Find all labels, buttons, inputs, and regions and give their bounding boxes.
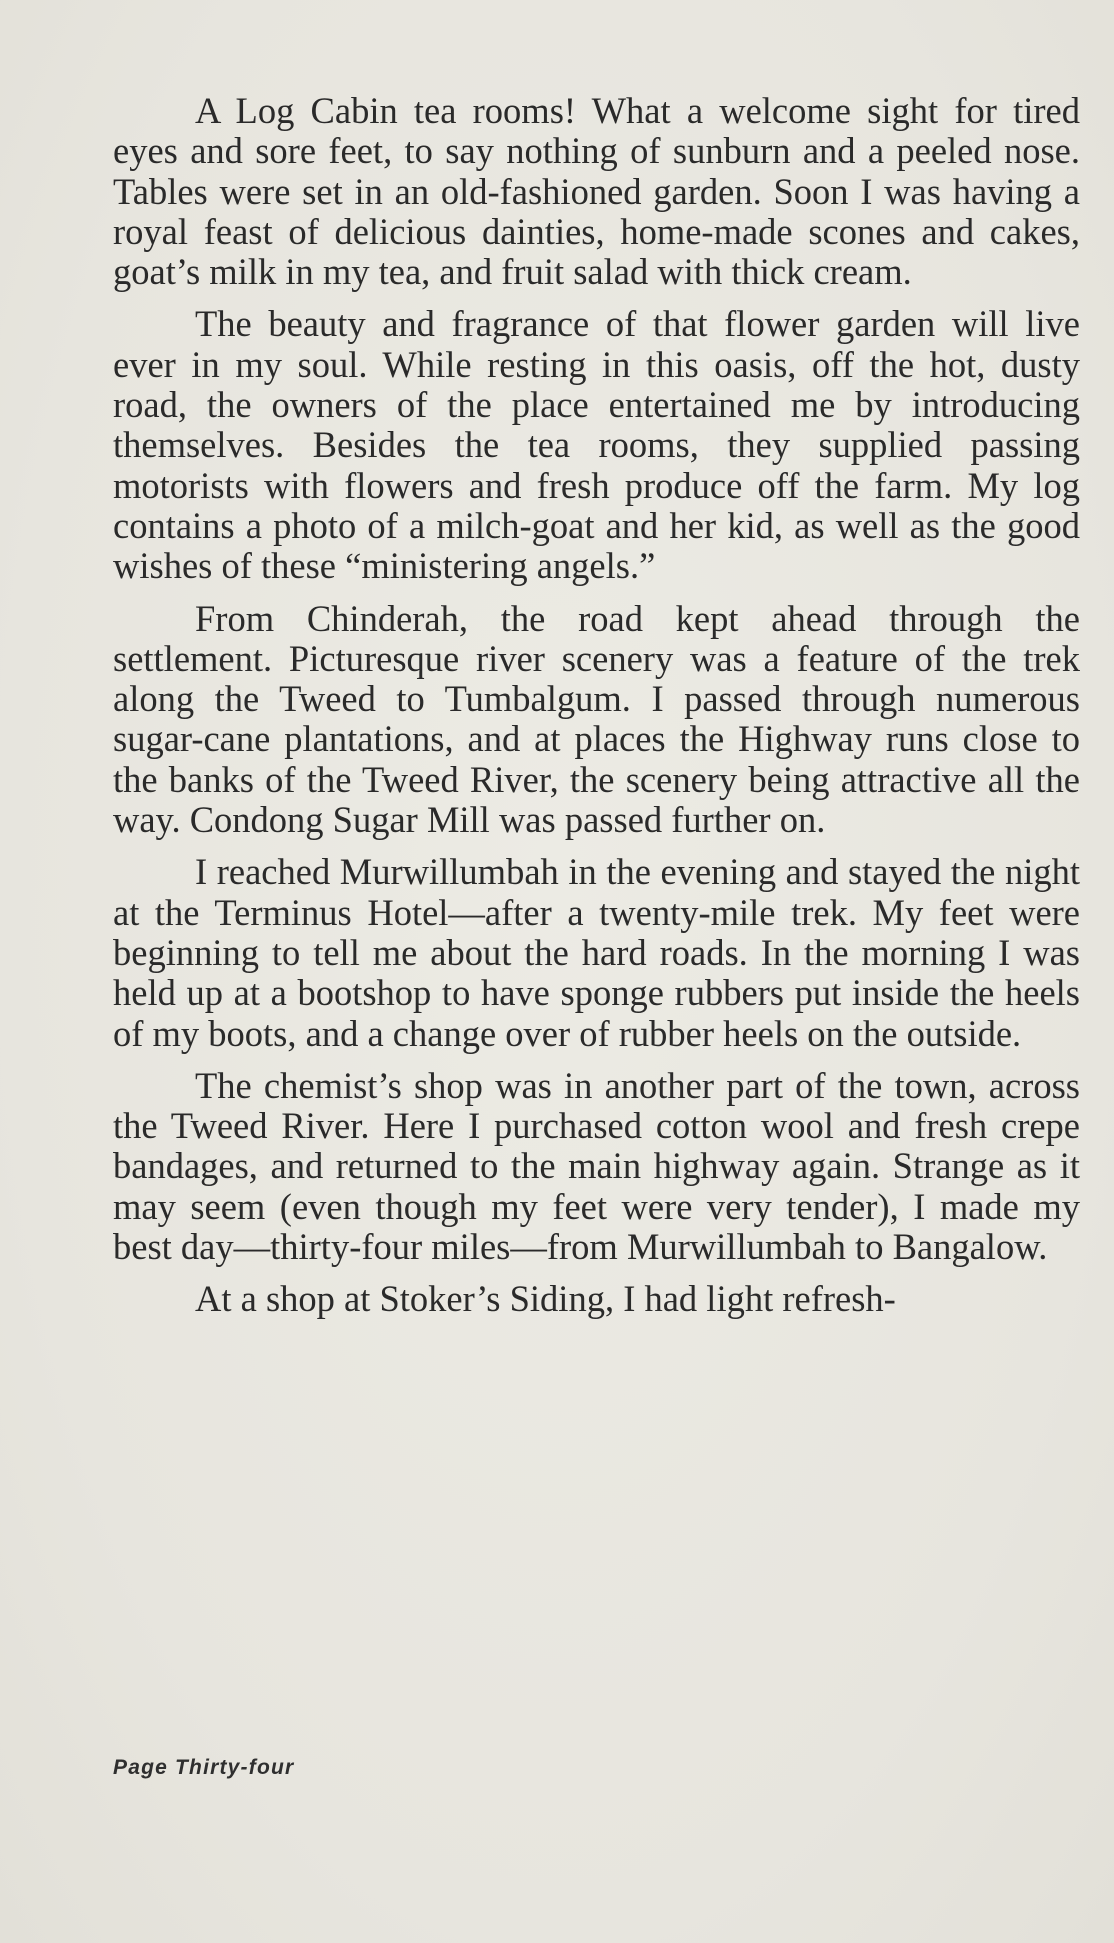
paragraph-murwillumbah: I reached Murwillumbah in the evening and stayed the night at the Terminus Hotel—after a twenty-mile trek. My feet were beginning to tell me about the hard roads. In the morning I was held up at a bootshop to have sponge rubbers put inside the heels of my boots, and a change over of rubber heels on the outside. bbox=[113, 851, 1080, 1054]
paragraph-chinderah: From Chinderah, the road kept ahead through the settlement. Picturesque river scenery was a feature of the trek along the Tweed to Tumbalgum. I passed through numerous sugar-cane plantations, and at places the Highway runs close to the banks of the Tweed River, the scenery being attractive all the way. Condong Sugar Mill was passed further on. bbox=[113, 597, 1080, 841]
paragraph-stokers-siding: At a shop at Stoker’s Siding, I had light refresh- bbox=[195, 1278, 896, 1320]
body-text bbox=[113, 91, 1080, 1320]
paragraph-flower-garden: The beauty and fragrance of that flower garden will live ever in my soul. While resting in this oasis, off the hot, dusty road, the owners of the place entertained me by introducing themselves. Besides the tea rooms, they supplied passing motorists with flowers and fresh produce off the farm. My log contains a photo of a milch-goat and her kid, as well as the good wishes of these “ministering angels.” bbox=[113, 303, 1080, 587]
page-number-footer: Page Thirty-four bbox=[113, 1756, 295, 1779]
paragraph-tea-rooms: A Log Cabin tea rooms! What a welcome sight for tired eyes and sore feet, to say nothing of sunburn and a peeled nose. Tables were set in an old-fashioned garden. Soon I was having a royal feast of delicious dainties, home-made scones and cakes, goat’s milk in my tea, and fruit salad with thick cream. bbox=[113, 90, 1080, 293]
paragraph-chemist: The chemist’s shop was in another part of the town, across the Tweed River. Here I purchased cotton wool and fresh crepe bandages, and returned to the main highway again. Strange as it may seem (even though my feet were very tender), I made my best day—thirty-four miles—from Murwillumbah to Bangalow. bbox=[113, 1064, 1080, 1268]
